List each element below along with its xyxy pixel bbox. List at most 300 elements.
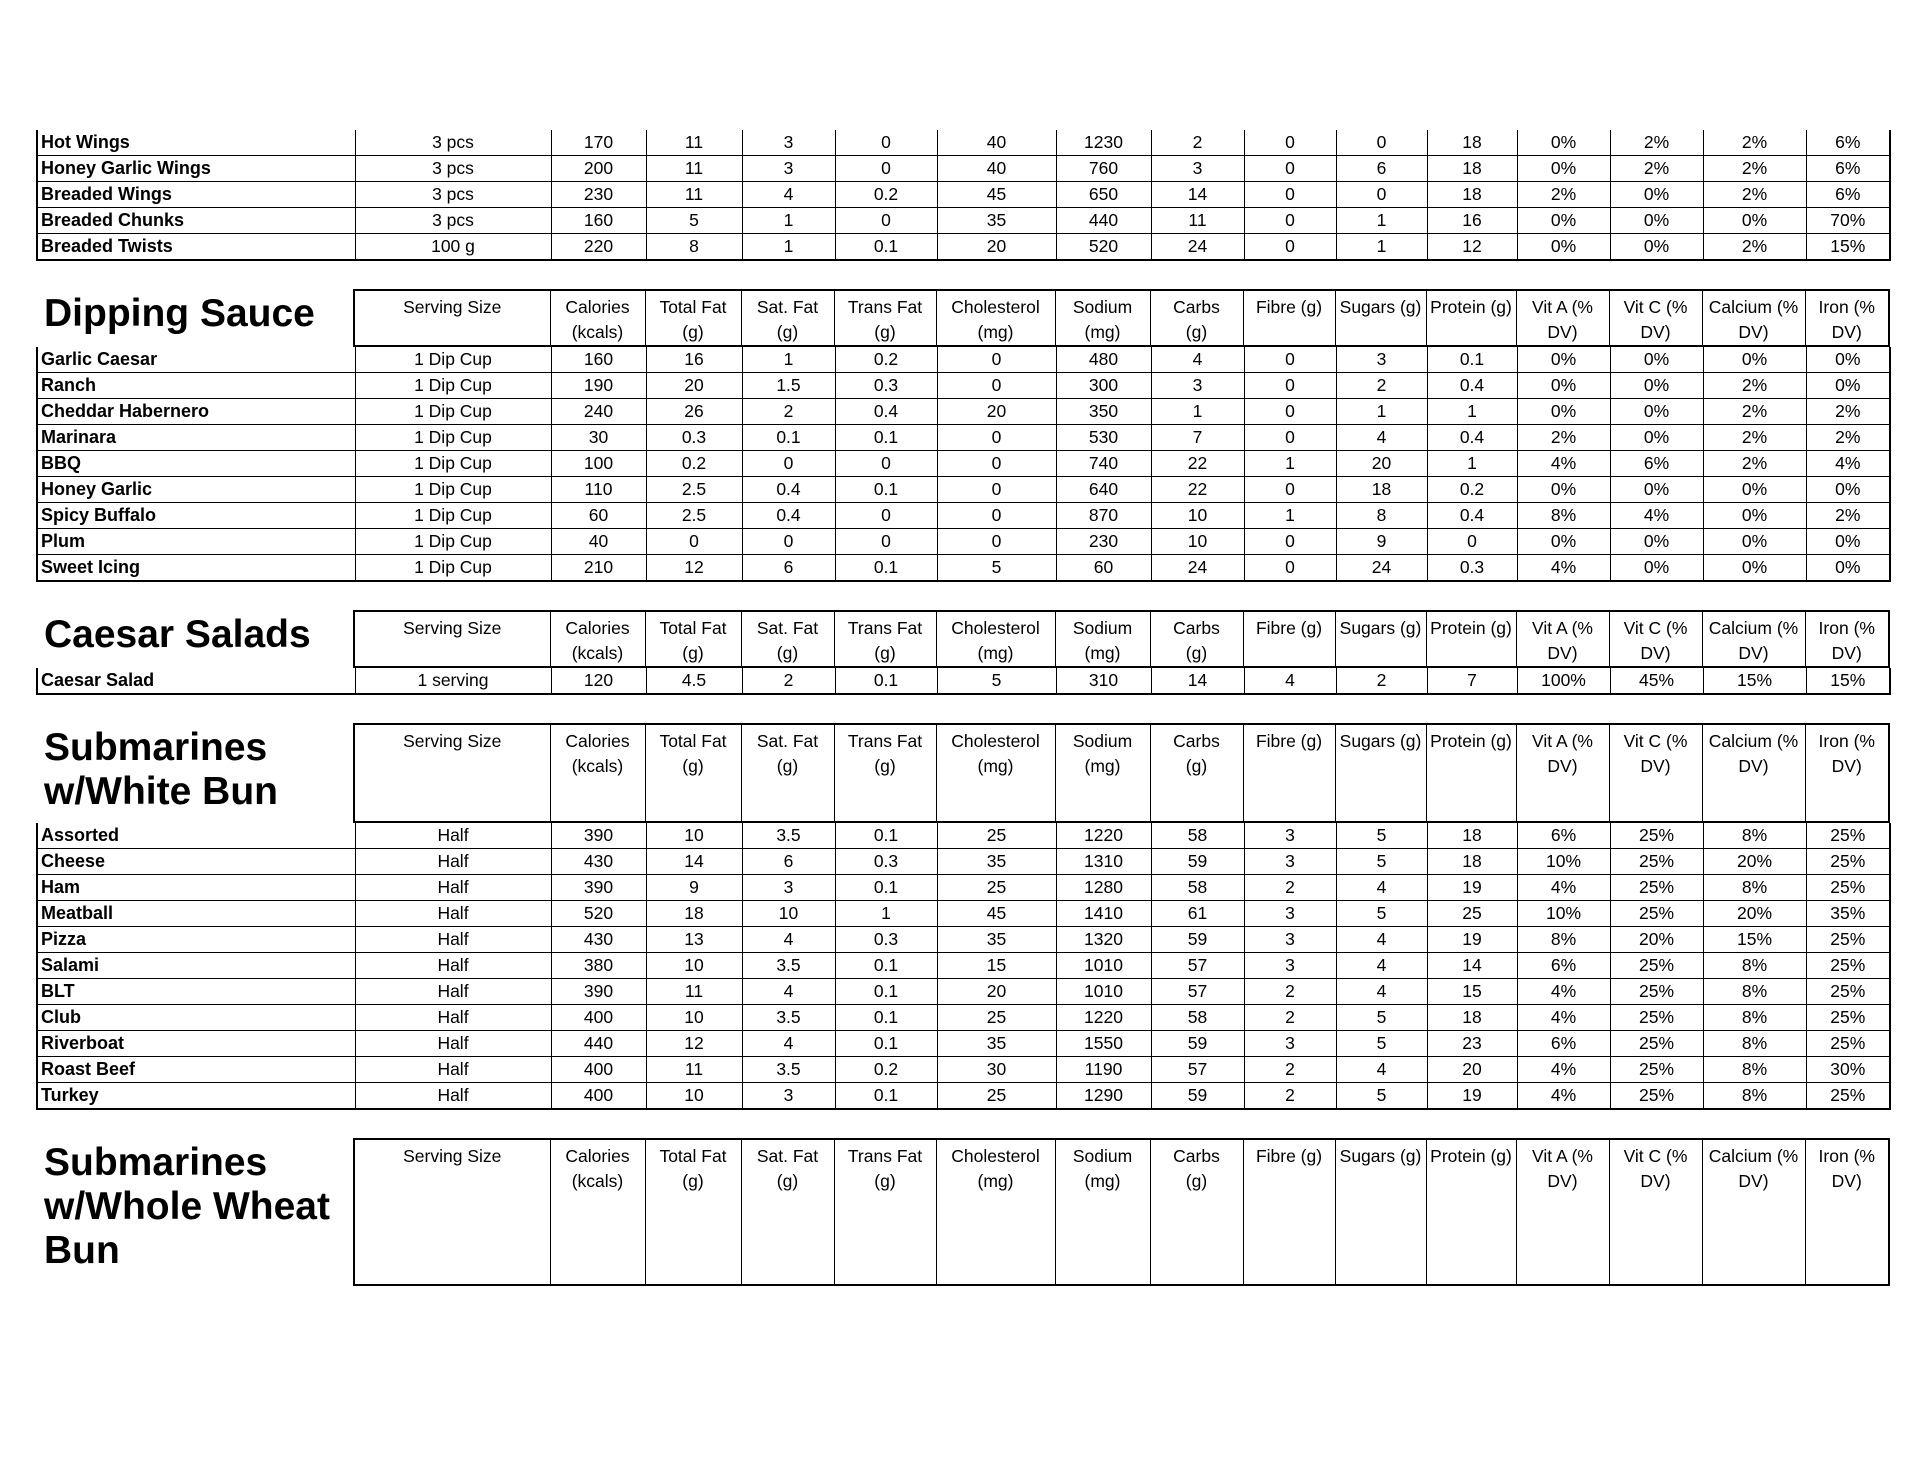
table-cell: 0% (1517, 529, 1610, 555)
table-cell: 25% (1610, 1057, 1703, 1083)
section-submarines-w-white-bun (36, 695, 1889, 1110)
column-header-line: Iron (% (1818, 731, 1875, 751)
table-cell: 2% (1703, 451, 1806, 477)
table-cell: 3 (1151, 373, 1244, 399)
table-cell: 0 (1244, 399, 1336, 425)
table-cell: 0 (835, 156, 937, 182)
table-cell: 5 (1336, 823, 1427, 849)
column-header-line: (mg) (977, 756, 1014, 776)
table-row (37, 1005, 1890, 1031)
table-cell: 0% (1806, 347, 1890, 373)
table-cell: 6 (1336, 156, 1427, 182)
table-cell: 59 (1151, 927, 1244, 953)
table-cell: 1 Dip Cup (355, 451, 551, 477)
table-cell: 5 (937, 668, 1056, 694)
table-cell: 11 (646, 979, 742, 1005)
table-cell: 0 (646, 529, 742, 555)
table-cell: 25% (1806, 953, 1890, 979)
table-cell: 4 (742, 1031, 835, 1057)
column-header (1702, 290, 1805, 346)
item-name: Breaded Twists (37, 234, 355, 261)
table-row (37, 927, 1890, 953)
table-cell: 230 (551, 182, 646, 208)
table-cell: 8% (1703, 875, 1806, 901)
table-cell: 3.5 (742, 1005, 835, 1031)
section-dipping-sauce (36, 261, 1889, 582)
table-cell: 12 (646, 1031, 742, 1057)
table-cell: 1010 (1056, 979, 1151, 1005)
table-cell: 8 (646, 234, 742, 261)
column-header-line: (g) (874, 756, 896, 776)
table-cell: 15% (1806, 234, 1890, 261)
item-name: Garlic Caesar (37, 347, 355, 373)
table-cell: 0 (1427, 529, 1517, 555)
table-cell: 1 (1151, 399, 1244, 425)
table-cell: 0% (1806, 477, 1890, 503)
data-table (36, 130, 1891, 261)
table-cell: 2% (1703, 182, 1806, 208)
table-cell: 30% (1806, 1057, 1890, 1083)
table-cell: 0.4 (742, 503, 835, 529)
column-header-line: Sodium (1072, 618, 1133, 638)
table-cell: 14 (1151, 182, 1244, 208)
table-cell: 0.4 (835, 399, 937, 425)
table-cell: 20% (1703, 849, 1806, 875)
table-cell: 1 Dip Cup (355, 503, 551, 529)
table-cell: 2% (1703, 399, 1806, 425)
table-cell: 40 (551, 529, 646, 555)
column-header-line: DV) (1640, 756, 1671, 776)
column-header-line: DV) (1738, 756, 1769, 776)
table-cell: 6 (742, 849, 835, 875)
column-header (1609, 611, 1702, 667)
table-cell: 6% (1517, 823, 1610, 849)
table-cell: 1 (1427, 451, 1517, 477)
column-header (1335, 611, 1426, 667)
table-cell: 4% (1517, 1057, 1610, 1083)
table-cell: 0 (937, 503, 1056, 529)
column-header (1335, 290, 1426, 346)
table-cell: 100 g (355, 234, 551, 261)
table-row (37, 1057, 1890, 1083)
table-cell: 430 (551, 849, 646, 875)
section-title: Dipping Sauce (44, 292, 315, 335)
table-cell: 230 (1056, 529, 1151, 555)
column-header (645, 724, 741, 822)
table-cell: 19 (1427, 1083, 1517, 1110)
column-header-line: Cholesterol (951, 731, 1040, 751)
column-header (645, 290, 741, 346)
table-cell: 0.1 (835, 1031, 937, 1057)
item-name: Honey Garlic Wings (37, 156, 355, 182)
table-cell: 7 (1427, 668, 1517, 694)
table-cell: 2 (742, 668, 835, 694)
table-cell: 1220 (1056, 823, 1151, 849)
table-cell: 0.3 (835, 927, 937, 953)
column-header-line: Iron (% (1818, 618, 1875, 638)
table-cell: 25% (1806, 927, 1890, 953)
table-cell: 160 (551, 347, 646, 373)
column-header (1426, 611, 1516, 667)
section-gap (36, 582, 1889, 610)
column-header (645, 611, 741, 667)
column-header (1609, 290, 1702, 346)
table-cell: 18 (1336, 477, 1427, 503)
table-cell: 20% (1610, 927, 1703, 953)
table-cell: 11 (1151, 208, 1244, 234)
table-cell: 0 (937, 425, 1056, 451)
item-name: Pizza (37, 927, 355, 953)
table-cell: 5 (1336, 849, 1427, 875)
table-cell: 15 (1427, 979, 1517, 1005)
table-cell: 25% (1806, 1083, 1890, 1110)
table-cell: 9 (646, 875, 742, 901)
column-header-line: Carbs (1173, 731, 1220, 751)
table-cell: 480 (1056, 347, 1151, 373)
table-cell: 0% (1806, 555, 1890, 582)
column-header-line: Fibre (g) (1255, 1146, 1323, 1166)
table-cell: 0 (835, 451, 937, 477)
table-cell: 35 (937, 208, 1056, 234)
table-cell: 390 (551, 875, 646, 901)
table-cell: 2.5 (646, 503, 742, 529)
table-cell: 20 (1336, 451, 1427, 477)
table-cell: 59 (1151, 1083, 1244, 1110)
table-cell: Half (355, 1005, 551, 1031)
table-cell: 8% (1703, 1083, 1806, 1110)
column-header-line: Sodium (1072, 731, 1133, 751)
item-name: Breaded Wings (37, 182, 355, 208)
table-cell: 100% (1517, 668, 1610, 694)
column-header-line: Serving Size (403, 618, 502, 638)
table-cell: 0.1 (835, 234, 937, 261)
table-cell: 2 (1336, 373, 1427, 399)
column-header (834, 1139, 936, 1285)
table-cell: 6% (1517, 953, 1610, 979)
table-cell: 8% (1517, 503, 1610, 529)
table-cell: 0.1 (835, 555, 937, 582)
table-cell: Half (355, 979, 551, 1005)
table-cell: 3 (742, 156, 835, 182)
table-cell: 740 (1056, 451, 1151, 477)
table-cell: 20 (937, 979, 1056, 1005)
column-header-line: Sat. Fat (756, 618, 819, 638)
table-cell: 400 (551, 1057, 646, 1083)
column-header (1055, 1139, 1150, 1285)
table-cell: 0% (1517, 234, 1610, 261)
table-cell: 1 (742, 234, 835, 261)
table-cell: 25% (1610, 901, 1703, 927)
table-cell: 0.1 (835, 953, 937, 979)
table-cell: 760 (1056, 156, 1151, 182)
table-cell: 30 (937, 1057, 1056, 1083)
column-header-line: (g) (1185, 1171, 1208, 1191)
section-submarines-w-whole-wheat-bun (36, 1110, 1889, 1286)
table-cell: 0 (1244, 529, 1336, 555)
column-header-line: Protein (g) (1430, 618, 1512, 638)
column-header-line: Trans Fat (847, 297, 923, 317)
table-cell: 6% (1517, 1031, 1610, 1057)
column-header (1150, 611, 1243, 667)
column-header (1805, 611, 1889, 667)
column-header-line: Carbs (1173, 618, 1220, 638)
column-header (1609, 1139, 1702, 1285)
table-cell: 5 (937, 555, 1056, 582)
table-cell: 2% (1806, 399, 1890, 425)
table-cell: 25% (1610, 1005, 1703, 1031)
table-row (37, 347, 1890, 373)
table-cell: 2 (1244, 1083, 1336, 1110)
table-cell: 14 (1427, 953, 1517, 979)
table-cell: 3 pcs (355, 182, 551, 208)
column-header-line: Sugars (g) (1339, 297, 1422, 317)
column-header-line: (g) (682, 1171, 704, 1191)
table-cell: 10 (1151, 529, 1244, 555)
column-header-line: DV) (1547, 1171, 1578, 1191)
column-header-line: Sugars (g) (1339, 618, 1422, 638)
table-cell: 3 pcs (355, 208, 551, 234)
table-cell: 19 (1427, 875, 1517, 901)
table-cell: 0% (1610, 208, 1703, 234)
table-cell: 520 (1056, 234, 1151, 261)
table-cell: 100 (551, 451, 646, 477)
item-name: Assorted (37, 823, 355, 849)
table-cell: 8% (1703, 979, 1806, 1005)
table-cell: 15% (1703, 927, 1806, 953)
table-cell: 18 (1427, 849, 1517, 875)
table-row (37, 399, 1890, 425)
column-header-line: (mg) (1084, 643, 1121, 663)
column-header-line: Sugars (g) (1339, 731, 1422, 751)
table-cell: 24 (1151, 234, 1244, 261)
column-header-line: Total Fat (659, 618, 727, 638)
table-cell: 2% (1517, 425, 1610, 451)
table-cell: 0% (1610, 425, 1703, 451)
table-row (37, 1083, 1890, 1110)
table-cell: Half (355, 1031, 551, 1057)
table-cell: 4% (1517, 1083, 1610, 1110)
table-cell: 58 (1151, 875, 1244, 901)
table-row (37, 156, 1890, 182)
table-cell: 8% (1703, 953, 1806, 979)
table-cell: 30 (551, 425, 646, 451)
table-cell: 1290 (1056, 1083, 1151, 1110)
table-cell: 1010 (1056, 953, 1151, 979)
table-cell: 14 (1151, 668, 1244, 694)
table-cell: 10 (646, 1005, 742, 1031)
table-cell: 57 (1151, 979, 1244, 1005)
table-cell: 0 (937, 477, 1056, 503)
table-cell: 57 (1151, 953, 1244, 979)
table-cell: 1280 (1056, 875, 1151, 901)
table-cell: 4 (1336, 1057, 1427, 1083)
table-cell: 0% (1517, 347, 1610, 373)
column-header-line: (g) (874, 1171, 896, 1191)
table-cell: 35 (937, 849, 1056, 875)
table-cell: 0% (1806, 373, 1890, 399)
table-cell: Half (355, 875, 551, 901)
table-cell: 25% (1610, 1031, 1703, 1057)
item-name: Sweet Icing (37, 555, 355, 582)
column-header-line: (kcals) (571, 643, 624, 663)
table-cell: 5 (646, 208, 742, 234)
column-header (550, 1139, 645, 1285)
table-cell: 1 (835, 901, 937, 927)
column-header-line: Calories (565, 1146, 630, 1166)
table-cell: 25% (1806, 823, 1890, 849)
table-cell: 0 (835, 503, 937, 529)
table-cell: Half (355, 823, 551, 849)
column-header-line: (g) (874, 322, 896, 342)
item-name: Plum (37, 529, 355, 555)
column-header-line: Vit A (% (1532, 731, 1593, 751)
table-cell: 4 (1336, 875, 1427, 901)
column-header-line: Serving Size (403, 731, 502, 751)
table-cell: 2 (742, 399, 835, 425)
table-row (37, 373, 1890, 399)
table-cell: 0.1 (835, 477, 937, 503)
table-cell: 35% (1806, 901, 1890, 927)
item-name: BLT (37, 979, 355, 1005)
table-cell: 1220 (1056, 1005, 1151, 1031)
table-cell: 2 (1151, 130, 1244, 156)
data-table (36, 823, 1891, 1110)
column-header-line: Total Fat (659, 297, 727, 317)
table-row (37, 953, 1890, 979)
column-header-line: (g) (776, 322, 799, 342)
column-header (1335, 1139, 1426, 1285)
table-cell: 2% (1610, 156, 1703, 182)
table-cell: 57 (1151, 1057, 1244, 1083)
table-cell: Half (355, 1083, 551, 1110)
column-header (834, 290, 936, 346)
column-header-line: Cholesterol (951, 1146, 1040, 1166)
table-cell: 1 Dip Cup (355, 425, 551, 451)
column-header-line: (kcals) (571, 1171, 624, 1191)
item-name: Spicy Buffalo (37, 503, 355, 529)
column-header (1609, 724, 1702, 822)
table-cell: 45% (1610, 668, 1703, 694)
column-header-line: Carbs (1173, 297, 1220, 317)
table-cell: 0% (1517, 477, 1610, 503)
column-header-line: (mg) (1084, 756, 1121, 776)
column-header-line: Sat. Fat (756, 1146, 819, 1166)
column-header (1426, 724, 1516, 822)
column-header-line: DV) (1547, 322, 1578, 342)
table-cell: 20% (1703, 901, 1806, 927)
table-cell: 0.4 (742, 477, 835, 503)
table-cell: 40 (937, 156, 1056, 182)
table-cell: 70% (1806, 208, 1890, 234)
column-header-line: Calcium (% (1708, 618, 1799, 638)
table-cell: 1320 (1056, 927, 1151, 953)
table-cell: 0.3 (835, 849, 937, 875)
table-cell: 440 (551, 1031, 646, 1057)
column-header-line: (mg) (977, 322, 1014, 342)
table-cell: 14 (646, 849, 742, 875)
column-header-line: Carbs (1173, 1146, 1220, 1166)
column-header-line: Calcium (% (1708, 731, 1799, 751)
column-header-line: Total Fat (659, 1146, 727, 1166)
table-cell: 2% (1806, 503, 1890, 529)
table-cell: 8 (1336, 503, 1427, 529)
table-cell: 0.4 (1427, 373, 1517, 399)
table-cell: 11 (646, 156, 742, 182)
column-header (1702, 724, 1805, 822)
table-cell: 1 Dip Cup (355, 529, 551, 555)
table-cell: 0% (1610, 399, 1703, 425)
column-header (741, 1139, 834, 1285)
table-cell: 3 (742, 1083, 835, 1110)
column-header-line: Calories (565, 731, 630, 751)
table-cell: 60 (1056, 555, 1151, 582)
table-cell: 4 (1336, 953, 1427, 979)
table-cell: 18 (1427, 130, 1517, 156)
table-cell: 10 (646, 823, 742, 849)
item-name: BBQ (37, 451, 355, 477)
column-header (1335, 724, 1426, 822)
table-cell: 25% (1806, 875, 1890, 901)
table-cell: 0 (1244, 373, 1336, 399)
column-header-line: DV) (1738, 1171, 1769, 1191)
item-name: Hot Wings (37, 130, 355, 156)
column-header (834, 611, 936, 667)
table-cell: 3 (1244, 953, 1336, 979)
column-header-line: (mg) (1084, 322, 1121, 342)
section-header-table (36, 1138, 1890, 1286)
table-cell: 4 (1151, 347, 1244, 373)
table-cell: 3.5 (742, 1057, 835, 1083)
item-name: Roast Beef (37, 1057, 355, 1083)
column-header (1516, 611, 1609, 667)
table-cell: 0 (1244, 156, 1336, 182)
table-cell: 25% (1806, 1031, 1890, 1057)
table-cell: 8% (1703, 1057, 1806, 1083)
column-header-line: (g) (1185, 322, 1208, 342)
table-cell: 190 (551, 373, 646, 399)
table-cell: 3 (1336, 347, 1427, 373)
table-cell: 1 serving (355, 668, 551, 694)
column-header (550, 611, 645, 667)
table-cell: 1 (1336, 208, 1427, 234)
column-header-line: (mg) (977, 643, 1014, 663)
column-header (550, 724, 645, 822)
table-cell: 3 (1151, 156, 1244, 182)
table-cell: 19 (1427, 927, 1517, 953)
table-cell: Half (355, 927, 551, 953)
table-cell: 3 (1244, 1031, 1336, 1057)
table-cell: 0.4 (1427, 425, 1517, 451)
table-cell: 0 (742, 451, 835, 477)
table-cell: 2 (1244, 1057, 1336, 1083)
table-cell: 0.1 (835, 979, 937, 1005)
table-cell: 0% (1517, 130, 1610, 156)
table-cell: 25% (1610, 1083, 1703, 1110)
column-header (354, 724, 550, 822)
table-row (37, 130, 1890, 156)
table-cell: 2% (1703, 373, 1806, 399)
table-cell: 4% (1517, 875, 1610, 901)
table-cell: 4% (1610, 503, 1703, 529)
table-cell: 23 (1427, 1031, 1517, 1057)
table-cell: 2 (1336, 668, 1427, 694)
column-header-line: Trans Fat (847, 731, 923, 751)
table-cell: 0 (1244, 347, 1336, 373)
column-header-line: Calcium (% (1708, 1146, 1799, 1166)
table-cell: 0% (1610, 234, 1703, 261)
table-cell: 0 (742, 529, 835, 555)
column-header-line: DV) (1831, 322, 1862, 342)
